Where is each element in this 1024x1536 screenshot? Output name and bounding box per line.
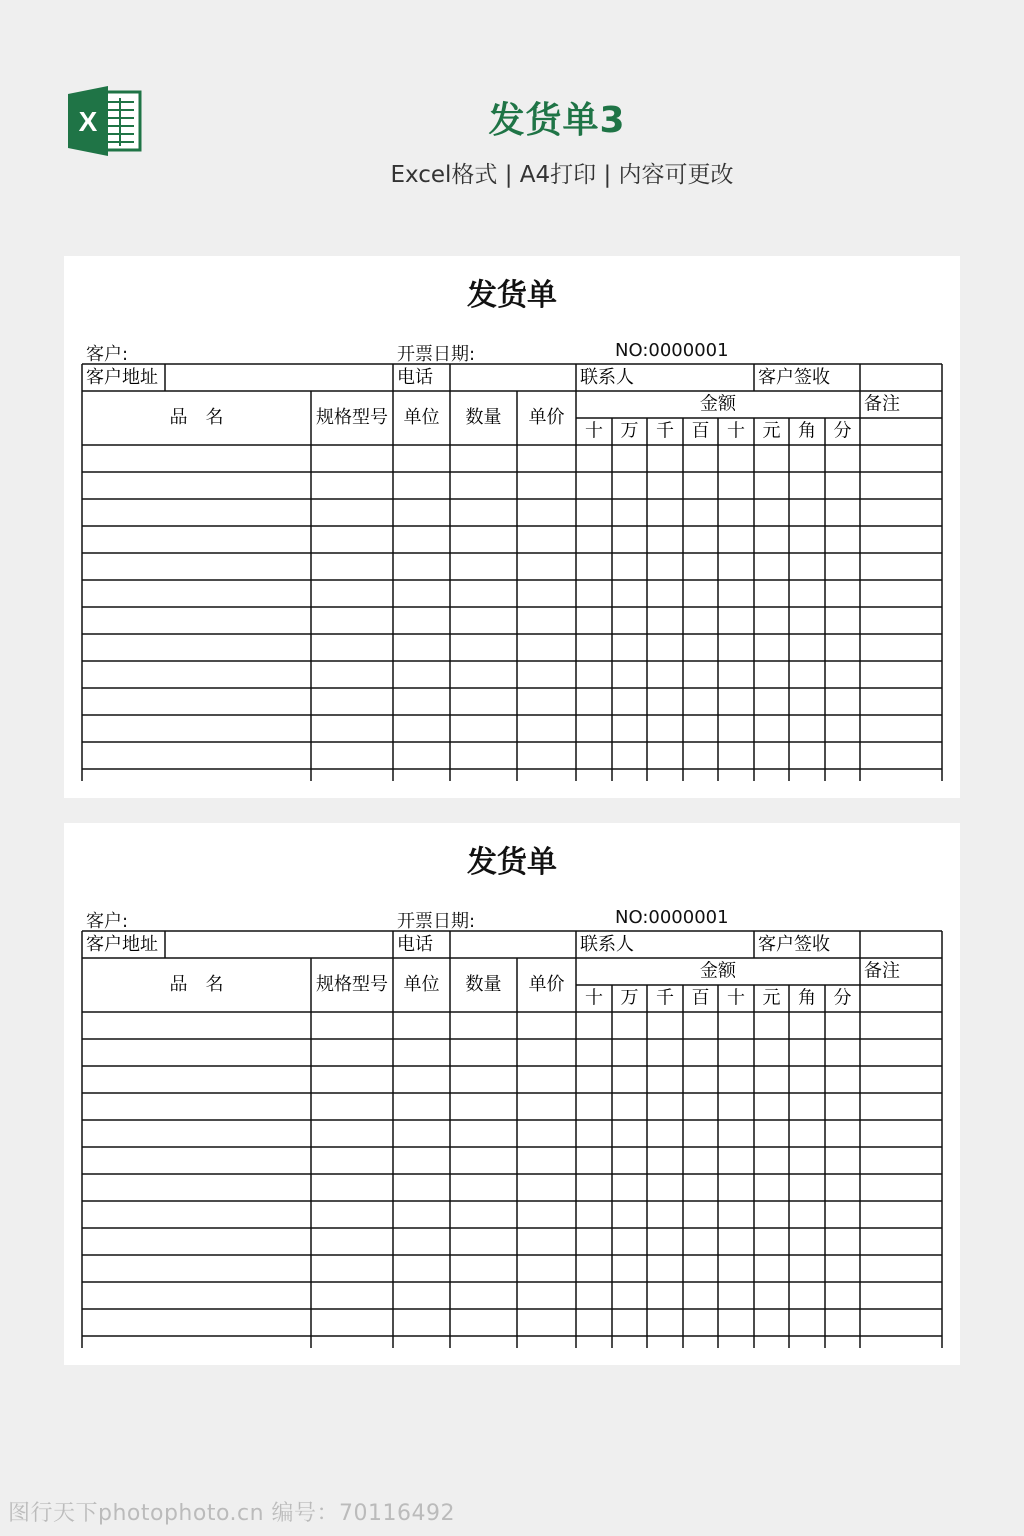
form-grid [64,256,960,798]
contact-label: 联系人 [580,934,634,955]
address-label: 客户地址 [86,934,158,955]
column-header-spec: 规格型号 [316,407,388,428]
invoice-number: NO:0000001 [615,340,729,361]
column-header-amount: 金额 [700,960,736,982]
column-header-quantity: 数量 [465,407,502,428]
column-header-unit: 单位 [403,407,440,428]
digit-header-6: 角 [798,987,816,1009]
digit-header-0: 十 [585,987,603,1009]
digit-header-5: 元 [762,987,781,1009]
watermark-text: 图行天下photophoto.cn 编号：70116492 [8,1501,456,1526]
column-header-amount: 金额 [700,393,736,415]
digit-header-4: 十 [727,987,745,1009]
form-grid [64,823,960,1365]
column-header-unit: 单位 [403,974,440,995]
column-header-name: 品 名 [169,407,224,428]
digit-header-1: 万 [620,987,639,1009]
invoice-date-label: 开票日期: [397,344,476,365]
phone-label: 电话 [397,367,433,388]
digit-header-4: 十 [727,420,745,442]
digit-header-2: 千 [656,420,674,442]
phone-label: 电话 [397,934,433,955]
customer-label: 客户: [86,911,129,932]
column-header-remarks: 备注 [864,393,900,415]
digit-header-1: 万 [620,420,639,442]
contact-label: 联系人 [580,367,634,388]
delivery-form-2 [64,823,960,1365]
signature-label: 客户签收 [758,934,830,955]
page-subtitle: Excel格式 | A4打印 | 内容可更改 [390,162,734,188]
digit-header-3: 百 [691,420,710,442]
signature-label: 客户签收 [758,367,830,388]
column-header-unit-price: 单价 [528,974,565,995]
invoice-date-label: 开票日期: [397,911,476,932]
delivery-form-1 [64,256,960,798]
digit-header-7: 分 [833,420,852,442]
column-header-quantity: 数量 [465,974,502,995]
column-header-unit-price: 单价 [528,407,565,428]
form-title: 发货单 [467,845,557,880]
invoice-number: NO:0000001 [615,907,729,928]
column-header-spec: 规格型号 [316,974,388,995]
column-header-remarks: 备注 [864,960,900,982]
svg-text:X: X [78,106,98,137]
form-title: 发货单 [467,278,557,313]
customer-label: 客户: [86,344,129,365]
digit-header-3: 百 [691,987,710,1009]
digit-header-0: 十 [585,420,603,442]
column-header-name: 品 名 [169,974,224,995]
address-label: 客户地址 [86,367,158,388]
digit-header-2: 千 [656,987,674,1009]
digit-header-6: 角 [798,420,816,442]
digit-header-7: 分 [833,987,852,1009]
page-title: 发货单3 [488,100,626,141]
digit-header-5: 元 [762,420,781,442]
